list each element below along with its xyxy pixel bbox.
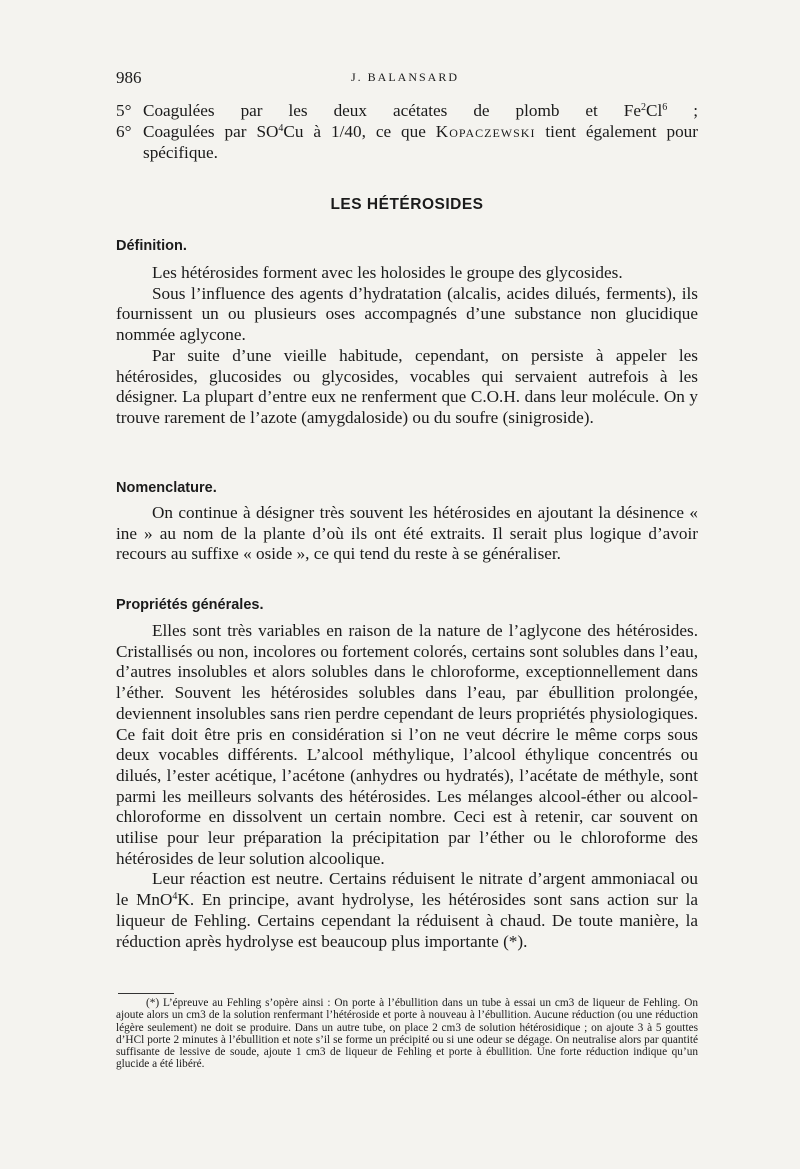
proprietes-text	[116, 621, 698, 952]
heading-proprietes: Propriétés générales.	[116, 597, 264, 613]
item-number: 6°	[116, 122, 132, 141]
page-header	[116, 68, 694, 92]
item-text: Coagulées par les deux acétates de plomb et Fe$^2$Cl$^6$ ;	[143, 101, 698, 120]
nomenclature-text	[116, 503, 698, 565]
footnote-text: (*) L’épreuve au Fehling s’opère ainsi : On porte à l’ébullition dans un tube à essai un cm3 de liqueur de Fehling. On ajoute alors un cm3 de la solution renfermant l’hétéroside et porte à nouveau à l’ébullition. Aucune réduction (ou une réduction légère seulement) ne doit se produire. Dans un autre tube, on place 2 cm3 de solution hétérosidique ; on ajoute 3 à 5 gouttes d’HCl porte 2 minutes à l’ébullition et note s’il se forme un précipité ou si une odeur se dégage. On neutralise alors par quantité suffisante de lessive de soude, ajoute 1 cm3 de liqueur de Fehling et porte à ébullition. Une forte réduction indique qu’un glucide a été libéré.	[116, 997, 698, 1071]
heading-nomenclature: Nomenclature.	[116, 480, 217, 496]
item-number: 5°	[116, 101, 132, 120]
author-name: Kopaczewski	[435, 122, 536, 141]
paragraph: On continue à désigner très souvent les hétérosides en ajoutant la désinence « ine » au nom de la plante d’où ils ont été extraits. Il serait plus logique d’avoir recours au suffixe « oside », ce qui tend du reste à se généraliser.	[116, 503, 698, 564]
section-title: LES HÉTÉROSIDES	[330, 196, 484, 213]
page-number: 986	[116, 68, 142, 87]
paragraph: Par suite d’une vieille habitude, cependant, on persiste à appeler les hétérosides, glucosides ou glycosides, vocables qui servaient autrefois à les désigner. La plupart d’entre eux ne renferment que C.O.H. dans leur molécule. On y trouve rarement de l’azote (amygdaloside) ou du soufre (sinigroside).	[116, 345, 698, 427]
paragraph: Sous l’influence des agents d’hydratation (alcalis, acides dilués, ferments), ils fournissent un ou plusieurs oses accompagnés d’une substance non glucidique nommée aglycone.	[116, 283, 698, 345]
footnote-rule	[118, 993, 174, 994]
paragraph: Les hétérosides forment avec les holosides le groupe des glycosides.	[152, 263, 623, 282]
item-text: Coagulées par $SO^4Cu$ à 1/40, ce que Kopaczewski tient également pour spécifique.	[143, 122, 698, 162]
running-head: J. BALANSARD	[350, 70, 459, 84]
list-item-6	[116, 121, 698, 163]
paragraph: Leur réaction est neutre. Certains réduisent le nitrate d’argent ammoniacal ou le MnO$^4$K. En principe, avant hydrolyse, les hétérosides sont sans action sur la liqueur de Fehling. Certains cependant la réduisent à chaud. De toute manière, la réduction après hydrolyse est beaucoup plus importante (*).	[116, 869, 698, 951]
list-item-5	[116, 100, 698, 121]
definition-text	[116, 263, 698, 429]
footnote	[116, 997, 698, 1071]
numbered-list	[116, 100, 698, 163]
heading-definition: Définition.	[116, 238, 187, 254]
paragraph: Elles sont très variables en raison de la nature de l’aglycone des hétérosides. Cristallisés ou non, incolores ou fortement colorés, certains sont solubles dans l’eau, d’autres insolubles et alors solubles dans le chloroforme, exceptionnellement dans l’éther. Souvent les hétérosides solubles dans l’eau, par ébullition prolongée, deviennent insolubles sans rien perdre cependant de leurs propriétés physiologiques. Ce fait doit être pris en considération si l’on ne veut décrire le même corps sous deux vocables différents. L’alcool méthylique, l’alcool éthylique concentrés ou dilués, l’ester acétique, l’acétone (anhydres ou hydratés), l’acétate de méthyle, sont parmi les meilleurs solvants des hétérosides. Les mélanges alcool-éther ou alcool-chloroforme en dissolvent un certain nombre. Ceci est à retenir, car souvent on utilise pour leur préparation la précipitation par l’éther ou le chloroforme des hétérosides de leur solution alcoolique.	[116, 621, 698, 868]
